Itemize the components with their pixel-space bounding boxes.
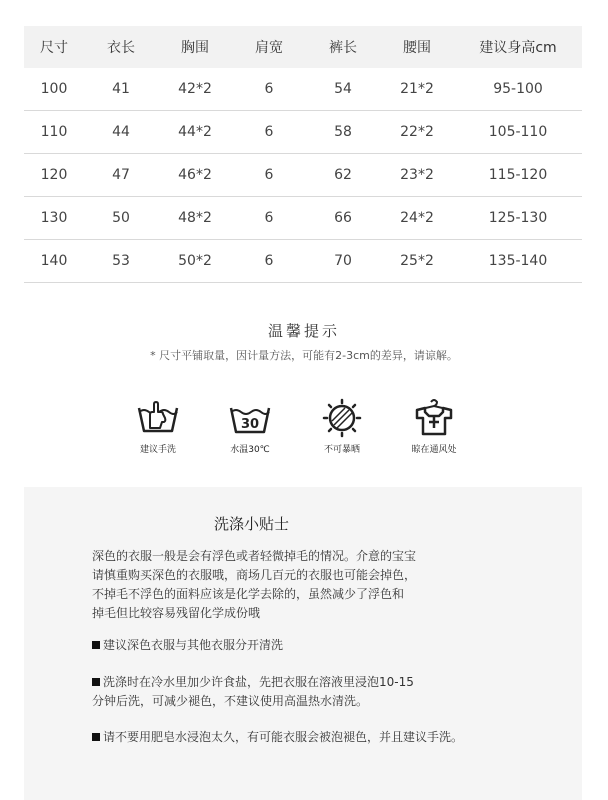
tips-note: * 尺寸平铺取量，因计量方法，可能有2-3cm的差异，请谅解。 [150,349,458,362]
size-table [24,26,582,283]
header-shoulder: 肩宽 [232,26,306,68]
paragraph-line: 掉毛但比较容易残留化学成份哦 [92,606,261,620]
wash-bullet-separate [92,636,532,655]
table-cell: 24*2 [380,197,454,240]
table-cell: 23*2 [380,154,454,197]
table-cell: 50*2 [158,240,232,283]
care-icons [118,398,498,468]
table-cell: 25*2 [380,240,454,283]
table-cell: 140 [24,240,84,283]
header-length: 衣长 [84,26,158,68]
hand-wash-icon [135,398,181,438]
header-size: 尺寸 [24,26,84,68]
care-label: 不可暴晒 [323,445,360,455]
care-item-water-30 [210,398,290,455]
table-cell: 105-110 [454,111,582,154]
table-cell: 66 [306,197,380,240]
tips-title: 温馨提示 [267,322,340,340]
table-row [24,240,582,283]
header-height: 建议身高cm [454,26,582,68]
care-item-hand-wash [118,398,198,455]
table-row [24,68,582,111]
bullet-square-icon [92,678,100,686]
header-waist: 腰围 [380,26,454,68]
bullet-square-icon [92,733,100,741]
hang-dry-icon [411,398,457,438]
header-chest: 胸围 [158,26,232,68]
wash-bullet-salt [92,673,532,711]
care-item-hang-dry [394,398,474,455]
bullet-text: 建议深色衣服与其他衣服分开清洗 [103,638,284,652]
table-cell: 6 [232,111,306,154]
bullet-square-icon [92,641,100,649]
bullet-text: 洗涤时在冷水里加少许食盐，先把衣服在溶液里浸泡10-15 [103,675,414,689]
table-cell: 53 [84,240,158,283]
table-cell: 100 [24,68,84,111]
table-cell: 41 [84,68,158,111]
water-temp-text: 30 [240,417,260,432]
table-cell: 135-140 [454,240,582,283]
table-cell: 46*2 [158,154,232,197]
table-cell: 22*2 [380,111,454,154]
table-cell: 95-100 [454,68,582,111]
wash-tips-box [24,487,582,800]
bullet-text: 分钟后洗，可减少褪色，不建议使用高温热水清洗。 [92,694,369,708]
care-label: 晾在通风处 [411,445,457,455]
table-cell: 125-130 [454,197,582,240]
table-row [24,154,582,197]
table-cell: 44 [84,111,158,154]
table-cell: 110 [24,111,84,154]
table-cell: 6 [232,240,306,283]
table-cell: 54 [306,68,380,111]
bullet-text: 请不要用肥皂水浸泡太久，有可能衣服会被泡褪色，并且建议手洗。 [103,730,464,744]
care-item-no-sun [302,398,382,455]
paragraph-line: 深色的衣服一般是会有浮色或者轻微掉毛的情况。介意的宝宝 [92,549,417,563]
water-30-icon [227,398,273,438]
wash-tips-title: 洗涤小贴士 [214,515,290,533]
care-label: 建议手洗 [139,445,176,455]
table-row [24,197,582,240]
table-cell: 50 [84,197,158,240]
size-table-header-row [24,26,582,68]
table-cell: 70 [306,240,380,283]
table-cell: 120 [24,154,84,197]
table-cell: 6 [232,68,306,111]
paragraph-line: 不掉毛不浮色的面料应该是化学去除的，虽然减少了浮色和 [92,587,405,601]
header-pants-length: 裤长 [306,26,380,68]
table-row [24,111,582,154]
care-label: 水温30℃ [230,445,270,455]
paragraph-line: 请慎重购买深色的衣服哦，商场几百元的衣服也可能会掉色， [92,568,417,582]
wash-bullet-soap [92,728,532,747]
table-cell: 6 [232,197,306,240]
table-cell: 130 [24,197,84,240]
wash-tips-paragraph [92,547,492,623]
table-cell: 44*2 [158,111,232,154]
table-cell: 115-120 [454,154,582,197]
table-cell: 21*2 [380,68,454,111]
table-cell: 42*2 [158,68,232,111]
table-cell: 6 [232,154,306,197]
table-cell: 48*2 [158,197,232,240]
table-cell: 47 [84,154,158,197]
table-cell: 62 [306,154,380,197]
table-cell: 58 [306,111,380,154]
no-sun-icon [319,398,365,438]
